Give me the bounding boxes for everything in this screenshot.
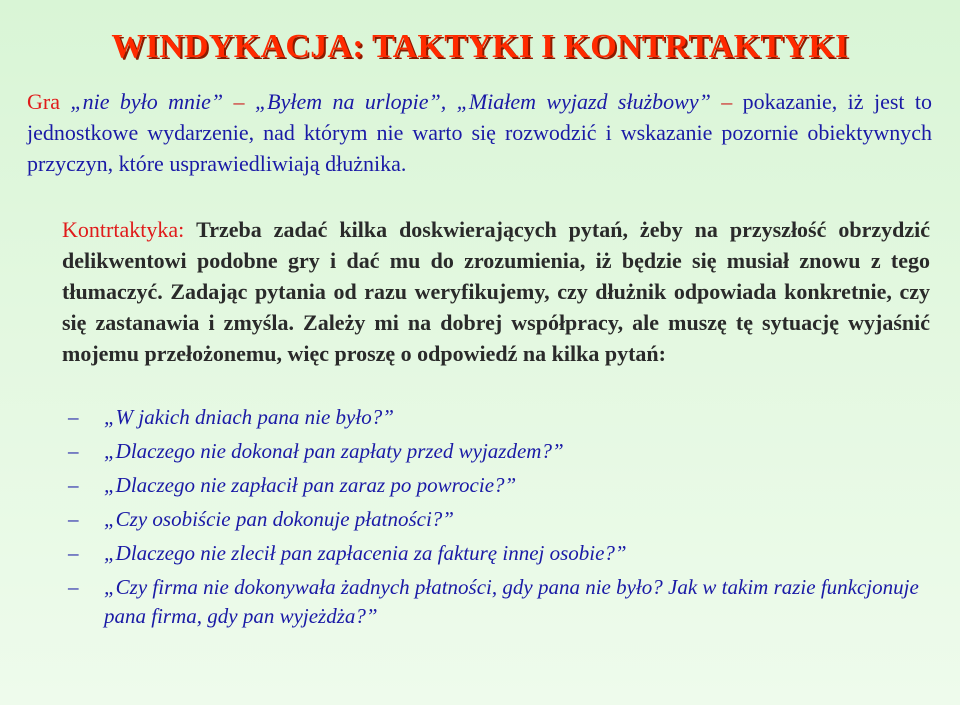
list-dash: – [68,473,79,497]
list-item-text: „Dlaczego nie zapłacił pan zaraz po powrocie?” [104,473,517,497]
tactic-label: Gra [27,89,71,114]
list-item [68,539,938,568]
paragraph-countertactic [62,214,930,369]
slide-title: WINDYKACJA: TAKTYKI I KONTRTAKTYKI [111,28,849,65]
list-dash: – [68,541,79,565]
list-item [68,471,938,500]
tactic-dash: – [223,89,255,114]
paragraph-tactic [27,86,932,179]
list-dash: – [68,507,79,531]
list-item [68,505,938,534]
list-item-text: „Dlaczego nie zlecił pan zapłacenia za fakturę innej osobie?” [104,541,627,565]
tactic-description: pokazanie, iż jest to jednostkowe wydarzenie, nad którym nie warto się rozwodzić i wskazanie pozornie obiektywnych przyczyn, które usprawiedliwiają dłużnika. [27,89,933,176]
tactic-quote-main: „nie było mnie” [70,89,224,114]
tactic-quote-examples: „Byłem na urlopie”, „Miałem wyjazd służbowy” [254,89,711,114]
list-item [68,573,938,631]
countertactic-text: Trzeba zadać kilka doskwierających pytań, żeby na przyszłość obrzydzić delikwentowi podobne gry i dać mu do zrozumienia, iż będzie się musiał znowu z tego tłumaczyć. Zadając pytania od razu weryfikujemy, czy dłużnik odpowiada konkretnie, czy się zastanawia i zmyśla. Zależy mi na dobrej współpracy, ale muszę tę sytuację wyjaśnić mojemu przełożonemu, więc proszę o odpowiedź na kilka pytań: [62,217,930,366]
question-list [68,403,938,636]
list-item-text: „Czy firma nie dokonywała żadnych płatności, gdy pana nie było? Jak w takim razie funkcjonuje pana firma, gdy pan wyjeżdża?” [104,575,919,628]
list-dash: – [68,405,79,429]
list-item-text: „Dlaczego nie dokonał pan zapłaty przed wyjazdem?” [104,439,564,463]
list-item [68,437,938,466]
list-dash: – [68,575,79,599]
countertactic-label: Kontrtaktyka: [62,217,197,242]
list-item-text: „Czy osobiście pan dokonuje płatności?” [104,507,454,531]
list-item [68,403,938,432]
list-dash: – [68,439,79,463]
list-item-text: „W jakich dniach pana nie było?” [104,405,394,429]
tactic-dash-2: – [710,89,743,114]
